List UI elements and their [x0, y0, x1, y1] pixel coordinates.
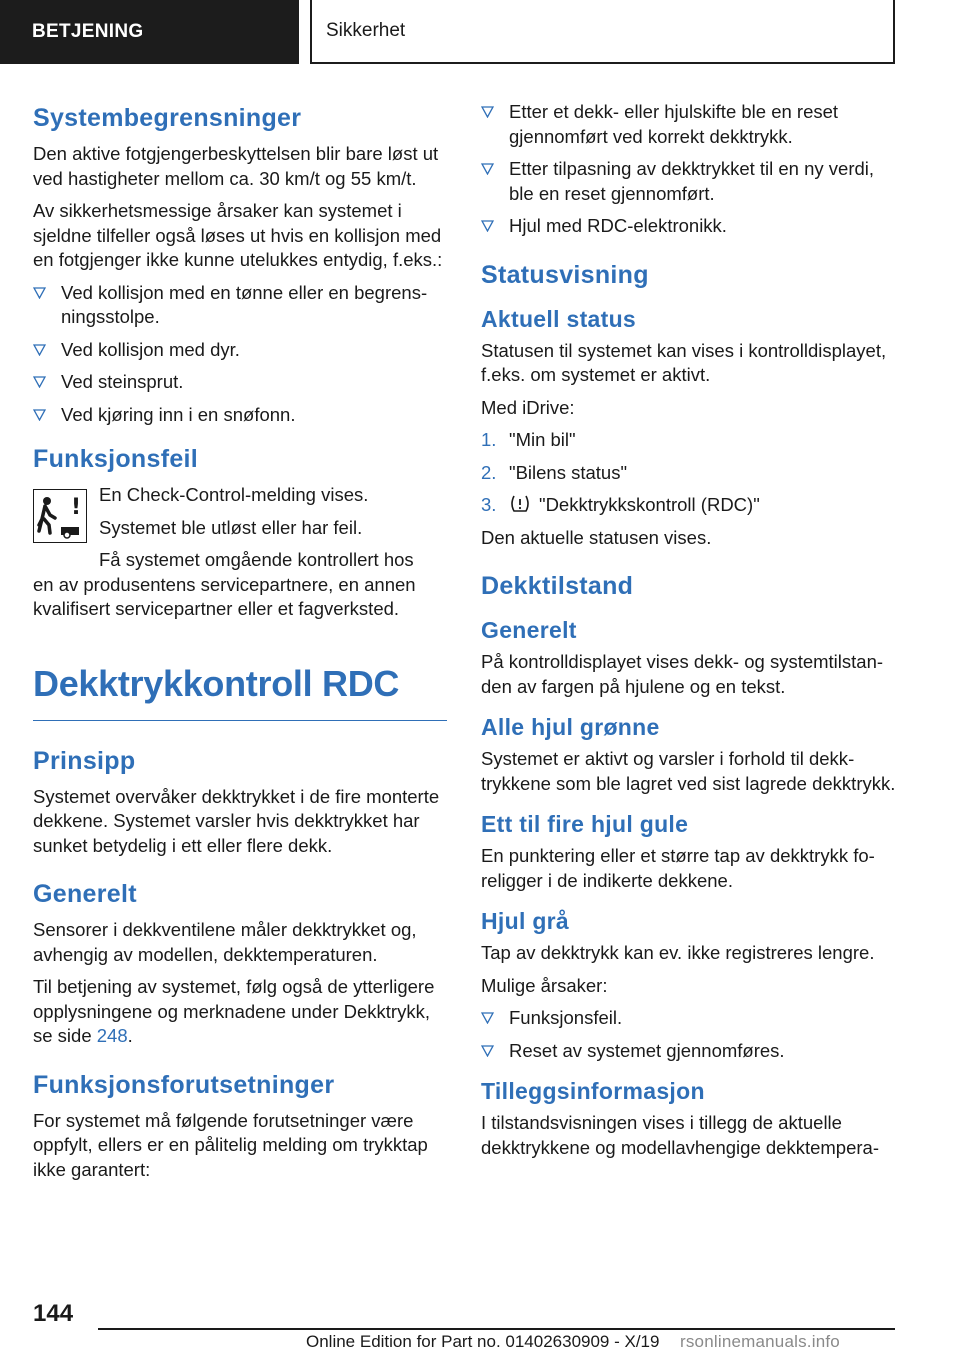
svg-text:!: ! [71, 495, 82, 520]
subheading-hjul-gra: Hjul grå [481, 908, 570, 934]
bullet-list [33, 281, 447, 428]
heading-prinsipp: Prinsipp [33, 746, 136, 775]
section-tab [0, 0, 299, 64]
triangle-bullet-icon [33, 287, 46, 299]
subsection-tab [310, 0, 895, 64]
paragraph: En Check-Control-melding vises. [99, 484, 369, 505]
list-item: Etter tilpasning av dekktrykket til en ny verdi, ble en reset gjennomført. [481, 157, 897, 206]
heading-statusvisning: Statusvisning [481, 260, 649, 289]
list-item: Etter et dekk- eller hjulskifte ble en reset gjennomført ved korrekt dekktrykk. [481, 100, 897, 149]
subheading-ett-til-fire-hjul-gule: Ett til fire hjul gule [481, 811, 689, 837]
triangle-bullet-icon [481, 1012, 494, 1024]
paragraph: Sensorer i dekkventilene måler dekktrykket og, avhengig av modellen, dekktemperaturen. [33, 919, 417, 965]
triangle-bullet-icon [33, 344, 46, 356]
paragraph: En punktering eller et større tap av dekktrykk foreligger i de indikerte dekkene. [481, 845, 875, 891]
subsection-label: Sikkerhet [326, 20, 406, 41]
paragraph: Til betjening av systemet, følg også de ytterligere opplysningene og merknadene under Dekktrykk, se side 248. [33, 976, 435, 1046]
page-number: 144 [33, 1300, 74, 1327]
page-header [0, 0, 960, 66]
heading-generelt: Generelt [33, 880, 137, 908]
subheading-aktuell-status: Aktuell status [481, 305, 637, 332]
subheading-tilleggsinformasjon: Tilleggsinformasjon [481, 1078, 705, 1104]
chapter-title: Dekktrykkontroll RDC [33, 660, 447, 721]
watermark: rsonlinemanuals.info [680, 1332, 840, 1351]
page-footer [0, 1290, 960, 1362]
triangle-bullet-icon [33, 376, 46, 388]
list-item: Ved kollisjon med en tønne eller en begrensningsstolpe. [33, 281, 447, 330]
right-column [481, 100, 897, 1168]
section-label: BETJENING [32, 21, 144, 42]
paragraph: På kontrolldisplayet vises dekk- og systemtilstanden av fargen på hjulene og en tekst. [481, 651, 884, 697]
paragraph: I tilstandsvisningen vises i tillegg de aktuelle dekktrykkene og modellavhengige dekktempera- [481, 1112, 879, 1158]
list-item: Ved kollisjon med dyr. [33, 338, 447, 363]
paragraph: For systemet må følgende forutsetninger være oppfylt, ellers er en pålitelig melding om trykktap ikke garantert: [33, 1109, 428, 1180]
left-column [33, 100, 447, 1190]
numbered-list [481, 428, 897, 518]
paragraph: Med iDrive: [481, 396, 575, 418]
pedestrian-warning-icon [33, 489, 87, 543]
edition-text: Online Edition for Part no. 01402630909 - X/19 [306, 1332, 660, 1351]
list-item: Ved steinsprut. [33, 370, 447, 395]
tire-pressure-icon [509, 494, 531, 514]
triangle-bullet-icon [481, 106, 494, 118]
paragraph: Statusen til systemet kan vises i kontrolldisplayet, f.eks. om systemet er aktivt. [481, 339, 887, 385]
triangle-bullet-icon [481, 163, 494, 175]
paragraph: Mulige årsaker: [481, 974, 608, 996]
list-item: 2. "Bilens status" [481, 461, 628, 483]
subheading-generelt: Generelt [481, 617, 577, 643]
list-item: Ved kjøring inn i en snøfonn. [33, 403, 447, 428]
list-item: Reset av systemet gjennomføres. [481, 1039, 897, 1064]
triangle-bullet-icon [481, 1045, 494, 1057]
paragraph: Tap av dekktrykk kan ev. ikke registreres lengre. [481, 942, 875, 963]
heading-systembegrensninger: Systembegrensninger [33, 104, 302, 132]
list-item: Hjul med RDC-elektronikk. [481, 214, 897, 239]
heading-funksjonsforutsetninger: Funksjonsforutsetninger [33, 1070, 335, 1099]
paragraph: Den aktuelle statusen vises. [481, 526, 712, 548]
list-item: Funksjonsfeil. [481, 1006, 897, 1031]
subheading-alle-hjul-gronne: Alle hjul grønne [481, 714, 660, 740]
bullet-list [481, 100, 897, 239]
footer-divider [98, 1328, 895, 1330]
heading-dekktilstand: Dekktilstand [481, 572, 634, 600]
triangle-bullet-icon [33, 409, 46, 421]
paragraph: Systemet overvåker dekktrykket i de fire monterte dekkene. Systemet varsler hvis dekktrykket har sunket betydelig i ett eller flere dekk. [33, 785, 440, 856]
page-link[interactable]: 248 [96, 1025, 128, 1046]
paragraph: Den aktive fotgjengerbeskyttelsen blir bare løst ut ved hastigheter mellom ca. 30 km/t og 55 km/t. [33, 143, 439, 189]
paragraph: Få systemet omgående kontrollert hos [99, 549, 414, 570]
triangle-bullet-icon [481, 220, 494, 232]
paragraph: Systemet ble utløst eller har feil. [99, 516, 363, 538]
list-item: 3. "Dekktrykkskontroll (RDC)" [481, 494, 760, 515]
heading-funksjonsfeil: Funksjonsfeil [33, 445, 199, 473]
warning-block [33, 483, 447, 573]
paragraph: en av produsentens servicepartnere, en annen kvalifisert servicepartner eller et fagverksted. [33, 573, 416, 619]
paragraph: Av sikkerhetsmessige årsaker kan systemet i sjeldne tilfeller også løses ut hvis en kollisjon med en fotgjenger ikke kunne utelukkes entydig, f.eks.: [33, 200, 443, 270]
bullet-list [481, 1006, 897, 1063]
list-item: 1. "Min bil" [481, 429, 576, 450]
paragraph: Systemet er aktivt og varsler i forhold til dekktrykkene som ble lagret ved sist lagrede dekktrykk. [481, 748, 896, 794]
